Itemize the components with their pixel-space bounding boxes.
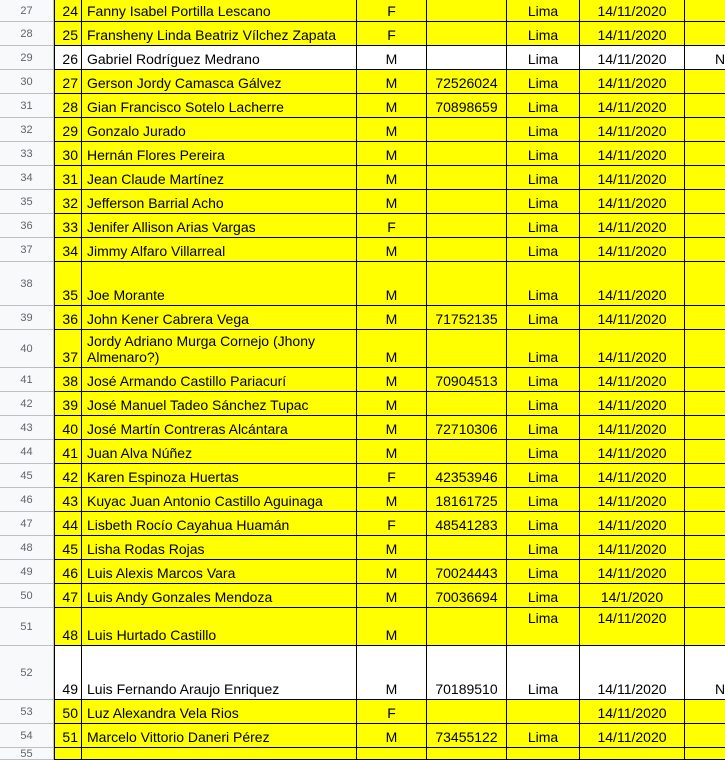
cell-dni[interactable] — [427, 238, 507, 262]
cell-number[interactable]: 51 — [54, 724, 82, 748]
cell-name[interactable]: Fransheny Linda Beatriz Vílchez Zapata — [82, 22, 357, 46]
row-header[interactable]: 41 — [0, 368, 54, 392]
table-row[interactable] — [0, 142, 720, 166]
cell-city[interactable]: Lima — [507, 512, 580, 536]
cell-city[interactable]: Lima — [507, 94, 580, 118]
cell-name[interactable]: Hernán Flores Pereira — [82, 142, 357, 166]
table-row[interactable] — [0, 46, 725, 70]
cell-date[interactable]: 14/11/2020 — [580, 142, 685, 166]
cell-dni[interactable] — [427, 166, 507, 190]
table-row[interactable] — [0, 238, 720, 262]
cell-dni[interactable]: 72710306 — [427, 416, 507, 440]
row-header[interactable]: 39 — [0, 306, 54, 330]
cell-sex[interactable]: M — [357, 94, 427, 118]
cell-date[interactable]: 14/11/2020 — [580, 464, 685, 488]
cell-extra[interactable] — [685, 70, 725, 94]
cell-date[interactable]: 14/11/2020 — [580, 416, 685, 440]
cell-name[interactable]: Gian Francisco Sotelo Lacherre — [82, 94, 357, 118]
cell-name[interactable]: Jordy Adriano Murga Cornejo (Jhony Almenaro?) — [82, 330, 357, 368]
cell-date[interactable]: 14/11/2020 — [580, 22, 685, 46]
row-header[interactable]: 42 — [0, 392, 54, 416]
cell-extra[interactable] — [685, 440, 725, 464]
cell-city[interactable]: Lima — [507, 46, 580, 70]
cell-number[interactable]: 39 — [54, 392, 82, 416]
row-header[interactable]: 52 — [0, 646, 54, 700]
cell-extra[interactable] — [685, 238, 725, 262]
cell-sex[interactable]: M — [357, 440, 427, 464]
cell-extra[interactable] — [685, 488, 725, 512]
cell-date[interactable]: 14/11/2020 — [580, 700, 685, 724]
row-header[interactable]: 36 — [0, 214, 54, 238]
cell-date[interactable]: 14/11/2020 — [580, 608, 685, 646]
cell-city[interactable]: Lima — [507, 190, 580, 214]
cell-extra[interactable] — [685, 512, 725, 536]
cell-number[interactable]: 50 — [54, 700, 82, 724]
cell-dni[interactable]: 70898659 — [427, 94, 507, 118]
cell-number[interactable]: 26 — [54, 46, 82, 70]
cell-city[interactable]: Lima — [507, 536, 580, 560]
cell-date[interactable]: 14/11/2020 — [580, 166, 685, 190]
cell-extra[interactable]: N — [685, 46, 725, 70]
cell-name[interactable]: Luis Hurtado Castillo — [82, 608, 357, 646]
table-row[interactable] — [0, 416, 720, 440]
cell-extra[interactable] — [685, 306, 725, 330]
cell-name[interactable]: Jean Claude Martínez — [82, 166, 357, 190]
table-row[interactable] — [0, 190, 720, 214]
cell-date[interactable]: 14/11/2020 — [580, 536, 685, 560]
table-row[interactable] — [0, 166, 720, 190]
cell-name[interactable]: Jenifer Allison Arias Vargas — [82, 214, 357, 238]
cell-number[interactable]: 29 — [54, 118, 82, 142]
cell-extra[interactable] — [685, 608, 725, 646]
cell-date[interactable]: 14/11/2020 — [580, 306, 685, 330]
cell-name[interactable]: José Armando Castillo Pariacurí — [82, 368, 357, 392]
cell-sex[interactable]: M — [357, 238, 427, 262]
cell-date[interactable]: 14/1/2020 — [580, 584, 685, 608]
cell-date[interactable]: 14/11/2020 — [580, 392, 685, 416]
cell-dni[interactable]: 70189510 — [427, 646, 507, 700]
cell-city[interactable]: Lima — [507, 214, 580, 238]
cell-number[interactable]: 47 — [54, 584, 82, 608]
cell-dni[interactable]: 70036694 — [427, 584, 507, 608]
table-row[interactable] — [0, 0, 720, 22]
cell-name[interactable]: Marcelo Vittorio Daneri Pérez — [82, 724, 357, 748]
cell-date[interactable]: 14/11/2020 — [580, 440, 685, 464]
cell-sex[interactable]: M — [357, 368, 427, 392]
cell-dni[interactable] — [427, 190, 507, 214]
cell-city[interactable]: Lima — [507, 118, 580, 142]
table-row[interactable] — [0, 262, 720, 306]
cell-city[interactable]: Lima — [507, 238, 580, 262]
row-header[interactable]: 44 — [0, 440, 54, 464]
cell-number[interactable]: 45 — [54, 536, 82, 560]
cell-sex[interactable]: F — [357, 214, 427, 238]
row-header[interactable]: 49 — [0, 560, 54, 584]
cell-city[interactable]: Lima — [507, 0, 580, 22]
cell-sex[interactable]: M — [357, 306, 427, 330]
cell-name[interactable]: Gerson Jordy Camasca Gálvez — [82, 70, 357, 94]
cell-dni[interactable]: 42353946 — [427, 464, 507, 488]
cell-name[interactable]: José Martín Contreras Alcántara — [82, 416, 357, 440]
cell-sex[interactable]: M — [357, 262, 427, 306]
cell-number[interactable]: 46 — [54, 560, 82, 584]
cell-sex[interactable]: M — [357, 190, 427, 214]
cell-date[interactable]: 14/11/2020 — [580, 238, 685, 262]
cell-sex[interactable]: F — [357, 512, 427, 536]
cell-number[interactable]: 42 — [54, 464, 82, 488]
cell-date[interactable]: 14/11/2020 — [580, 70, 685, 94]
cell-city[interactable]: Lima — [507, 416, 580, 440]
row-header[interactable]: 33 — [0, 142, 54, 166]
cell-number[interactable]: 25 — [54, 22, 82, 46]
cell-date[interactable]: 14/11/2020 — [580, 368, 685, 392]
cell-name[interactable] — [82, 748, 357, 760]
cell-date[interactable]: 14/11/2020 — [580, 560, 685, 584]
cell-dni[interactable] — [427, 536, 507, 560]
cell-name[interactable]: Kuyac Juan Antonio Castillo Aguinaga — [82, 488, 357, 512]
cell-dni[interactable] — [427, 330, 507, 368]
table-row[interactable] — [0, 724, 720, 748]
cell-number[interactable]: 49 — [54, 646, 82, 700]
row-header[interactable]: 40 — [0, 330, 54, 368]
cell-city[interactable]: Lima — [507, 488, 580, 512]
table-row[interactable] — [0, 22, 720, 46]
table-row[interactable] — [0, 536, 720, 560]
cell-dni[interactable] — [427, 608, 507, 646]
cell-dni[interactable]: 18161725 — [427, 488, 507, 512]
table-row[interactable] — [0, 70, 720, 94]
cell-sex[interactable]: M — [357, 416, 427, 440]
cell-dni[interactable] — [427, 700, 507, 724]
row-header[interactable]: 53 — [0, 700, 54, 724]
row-header[interactable]: 27 — [0, 0, 54, 22]
cell-extra[interactable] — [685, 94, 725, 118]
cell-number[interactable]: 48 — [54, 608, 82, 646]
cell-name[interactable]: Lisha Rodas Rojas — [82, 536, 357, 560]
cell-sex[interactable]: M — [357, 724, 427, 748]
cell-dni[interactable] — [427, 22, 507, 46]
cell-city[interactable]: Lima — [507, 392, 580, 416]
cell-city[interactable] — [507, 748, 580, 760]
cell-sex[interactable]: M — [357, 488, 427, 512]
cell-number[interactable]: 36 — [54, 306, 82, 330]
cell-extra[interactable] — [685, 262, 725, 306]
cell-sex[interactable]: F — [357, 0, 427, 22]
cell-extra[interactable] — [685, 560, 725, 584]
cell-dni[interactable] — [427, 0, 507, 22]
cell-city[interactable]: Lima — [507, 330, 580, 368]
cell-sex[interactable]: M — [357, 46, 427, 70]
cell-city[interactable]: Lima — [507, 368, 580, 392]
cell-extra[interactable] — [685, 416, 725, 440]
cell-dni[interactable] — [427, 262, 507, 306]
cell-sex[interactable]: M — [357, 608, 427, 646]
cell-name[interactable]: Jimmy Alfaro Villarreal — [82, 238, 357, 262]
cell-sex[interactable]: M — [357, 70, 427, 94]
cell-extra[interactable] — [685, 368, 725, 392]
cell-number[interactable]: 24 — [54, 0, 82, 22]
cell-date[interactable]: 14/11/2020 — [580, 724, 685, 748]
cell-dni[interactable] — [427, 392, 507, 416]
cell-sex[interactable]: M — [357, 392, 427, 416]
cell-number[interactable]: 37 — [54, 330, 82, 368]
table-row[interactable] — [0, 306, 720, 330]
row-header[interactable]: 31 — [0, 94, 54, 118]
cell-city[interactable]: Lima — [507, 142, 580, 166]
cell-sex[interactable]: M — [357, 560, 427, 584]
table-row[interactable] — [0, 118, 720, 142]
cell-sex[interactable]: M — [357, 646, 427, 700]
cell-date[interactable]: 14/11/2020 — [580, 94, 685, 118]
row-header[interactable]: 37 — [0, 238, 54, 262]
cell-name[interactable]: Lisbeth Rocío Cayahua Huamán — [82, 512, 357, 536]
cell-name[interactable]: Luz Alexandra Vela Rios — [82, 700, 357, 724]
cell-extra[interactable] — [685, 142, 725, 166]
cell-city[interactable] — [507, 700, 580, 724]
cell-dni[interactable]: 73455122 — [427, 724, 507, 748]
cell-city[interactable]: Lima — [507, 724, 580, 748]
cell-date[interactable]: 14/11/2020 — [580, 512, 685, 536]
cell-number[interactable]: 35 — [54, 262, 82, 306]
cell-number[interactable]: 33 — [54, 214, 82, 238]
cell-number[interactable] — [54, 748, 82, 760]
cell-number[interactable]: 38 — [54, 368, 82, 392]
table-row[interactable] — [0, 330, 720, 368]
cell-extra[interactable] — [685, 464, 725, 488]
cell-name[interactable]: Gonzalo Jurado — [82, 118, 357, 142]
cell-date[interactable]: 14/11/2020 — [580, 262, 685, 306]
table-row[interactable] — [0, 584, 720, 608]
table-row[interactable] — [0, 646, 725, 700]
cell-name[interactable]: Jefferson Barrial Acho — [82, 190, 357, 214]
table-row[interactable] — [0, 214, 720, 238]
row-header[interactable]: 32 — [0, 118, 54, 142]
cell-extra[interactable] — [685, 700, 725, 724]
cell-extra[interactable] — [685, 190, 725, 214]
row-header[interactable]: 38 — [0, 262, 54, 306]
cell-city[interactable]: Lima — [507, 584, 580, 608]
cell-dni[interactable]: 48541283 — [427, 512, 507, 536]
cell-date[interactable]: 14/11/2020 — [580, 0, 685, 22]
table-row[interactable] — [0, 440, 720, 464]
cell-number[interactable]: 41 — [54, 440, 82, 464]
cell-date[interactable]: 14/11/2020 — [580, 118, 685, 142]
table-row[interactable] — [0, 560, 720, 584]
row-header[interactable]: 30 — [0, 70, 54, 94]
cell-extra[interactable]: N — [685, 646, 725, 700]
cell-dni[interactable] — [427, 142, 507, 166]
cell-sex[interactable] — [357, 748, 427, 760]
row-header[interactable]: 51 — [0, 608, 54, 646]
cell-date[interactable]: 14/11/2020 — [580, 214, 685, 238]
cell-extra[interactable] — [685, 214, 725, 238]
cell-extra[interactable] — [685, 392, 725, 416]
cell-extra[interactable] — [685, 584, 725, 608]
cell-extra[interactable] — [685, 166, 725, 190]
row-header[interactable]: 46 — [0, 488, 54, 512]
cell-sex[interactable]: F — [357, 700, 427, 724]
cell-number[interactable]: 40 — [54, 416, 82, 440]
cell-extra[interactable] — [685, 118, 725, 142]
row-header[interactable]: 45 — [0, 464, 54, 488]
table-row[interactable] — [0, 464, 720, 488]
cell-number[interactable]: 31 — [54, 166, 82, 190]
row-header[interactable]: 54 — [0, 724, 54, 748]
row-header[interactable]: 43 — [0, 416, 54, 440]
cell-name[interactable]: Luis Alexis Marcos Vara — [82, 560, 357, 584]
cell-name[interactable]: Luis Andy Gonzales Mendoza — [82, 584, 357, 608]
cell-dni[interactable] — [427, 46, 507, 70]
table-row[interactable] — [0, 608, 720, 646]
cell-sex[interactable]: M — [357, 166, 427, 190]
cell-dni[interactable] — [427, 214, 507, 238]
row-header[interactable]: 48 — [0, 536, 54, 560]
cell-number[interactable]: 30 — [54, 142, 82, 166]
cell-city[interactable]: Lima — [507, 440, 580, 464]
cell-name[interactable]: Luis Fernando Araujo Enriquez — [82, 646, 357, 700]
cell-dni[interactable]: 72526024 — [427, 70, 507, 94]
cell-extra[interactable] — [685, 0, 725, 22]
cell-city[interactable]: Lima — [507, 306, 580, 330]
cell-date[interactable]: 14/11/2020 — [580, 46, 685, 70]
cell-dni[interactable] — [427, 440, 507, 464]
row-header[interactable]: 47 — [0, 512, 54, 536]
cell-sex[interactable]: M — [357, 142, 427, 166]
row-header[interactable]: 35 — [0, 190, 54, 214]
table-row[interactable] — [0, 700, 720, 724]
cell-date[interactable]: 14/11/2020 — [580, 488, 685, 512]
cell-dni[interactable] — [427, 118, 507, 142]
cell-number[interactable]: 34 — [54, 238, 82, 262]
cell-date[interactable]: 14/11/2020 — [580, 190, 685, 214]
cell-dni[interactable]: 70024443 — [427, 560, 507, 584]
cell-dni[interactable] — [427, 748, 507, 760]
table-row[interactable] — [0, 512, 720, 536]
row-header[interactable]: 50 — [0, 584, 54, 608]
table-row[interactable] — [0, 392, 720, 416]
cell-extra[interactable] — [685, 536, 725, 560]
cell-sex[interactable]: M — [357, 584, 427, 608]
cell-date[interactable] — [580, 748, 685, 760]
cell-name[interactable]: Karen Espinoza Huertas — [82, 464, 357, 488]
row-header[interactable]: 34 — [0, 166, 54, 190]
cell-number[interactable]: 32 — [54, 190, 82, 214]
cell-number[interactable]: 28 — [54, 94, 82, 118]
table-row[interactable] — [0, 94, 720, 118]
cell-city[interactable]: Lima — [507, 464, 580, 488]
cell-number[interactable]: 27 — [54, 70, 82, 94]
row-header[interactable]: 29 — [0, 46, 54, 70]
cell-city[interactable]: Lima — [507, 166, 580, 190]
cell-name[interactable]: Joe Morante — [82, 262, 357, 306]
cell-number[interactable]: 44 — [54, 512, 82, 536]
cell-extra[interactable] — [685, 748, 725, 760]
cell-sex[interactable]: F — [357, 22, 427, 46]
cell-date[interactable]: 14/11/2020 — [580, 646, 685, 700]
cell-city[interactable]: Lima — [507, 22, 580, 46]
cell-city[interactable]: Lima — [507, 646, 580, 700]
cell-extra[interactable] — [685, 22, 725, 46]
cell-extra[interactable] — [685, 724, 725, 748]
row-header[interactable]: 28 — [0, 22, 54, 46]
cell-name[interactable]: Juan Alva Núñez — [82, 440, 357, 464]
table-row[interactable] — [0, 488, 720, 512]
cell-number[interactable]: 43 — [54, 488, 82, 512]
table-row[interactable] — [0, 368, 720, 392]
cell-date[interactable]: 14/11/2020 — [580, 330, 685, 368]
cell-name[interactable]: José Manuel Tadeo Sánchez Tupac — [82, 392, 357, 416]
cell-extra[interactable] — [685, 330, 725, 368]
cell-sex[interactable]: M — [357, 330, 427, 368]
cell-sex[interactable]: M — [357, 118, 427, 142]
cell-city[interactable]: Lima — [507, 608, 580, 646]
cell-city[interactable]: Lima — [507, 560, 580, 584]
cell-dni[interactable]: 71752135 — [427, 306, 507, 330]
cell-name[interactable]: John Kener Cabrera Vega — [82, 306, 357, 330]
cell-sex[interactable]: M — [357, 536, 427, 560]
cell-city[interactable]: Lima — [507, 70, 580, 94]
cell-dni[interactable]: 70904513 — [427, 368, 507, 392]
row-header[interactable]: 55 — [0, 748, 54, 760]
cell-city[interactable]: Lima — [507, 262, 580, 306]
cell-sex[interactable]: F — [357, 464, 427, 488]
cell-name[interactable]: Gabriel Rodríguez Medrano — [82, 46, 357, 70]
cell-name[interactable]: Fanny Isabel Portilla Lescano — [82, 0, 357, 22]
table-row[interactable] — [0, 748, 720, 760]
